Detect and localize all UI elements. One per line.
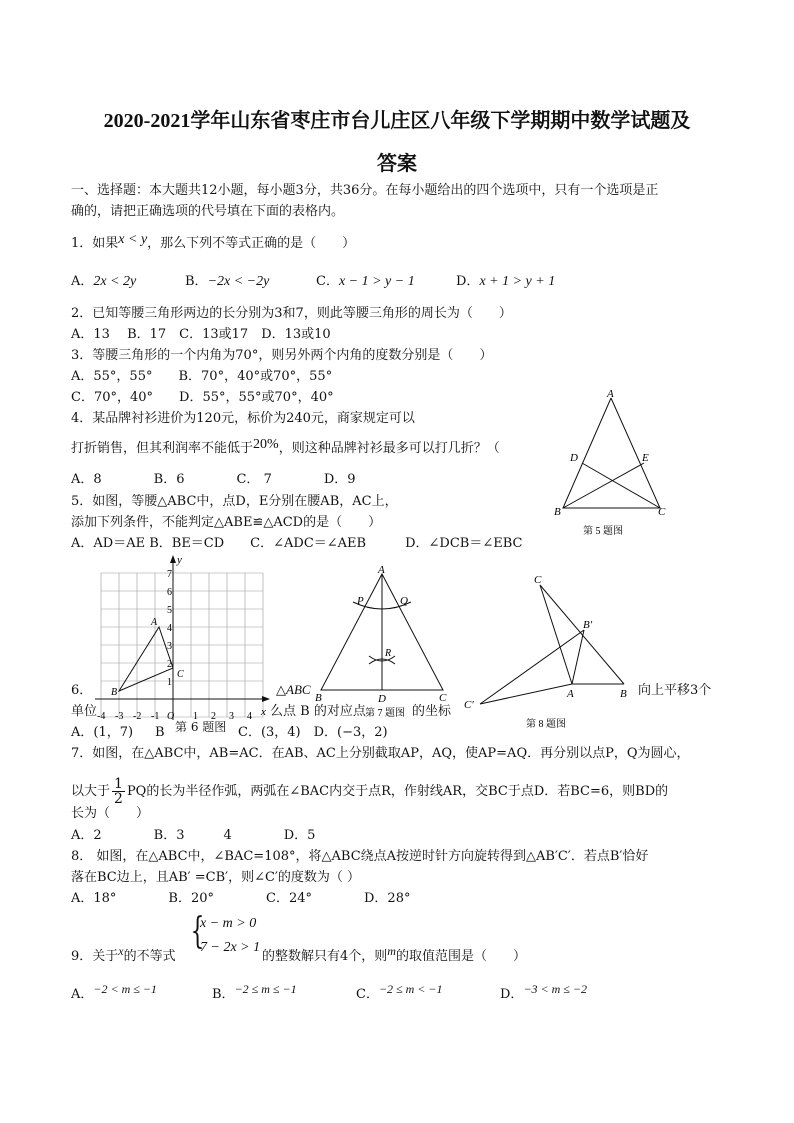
- q7-label-p: P: [357, 595, 364, 607]
- q5-label-a: A: [607, 388, 614, 400]
- q5-label-b: B: [554, 506, 561, 518]
- q6-axis-y: y: [177, 554, 182, 566]
- q7-stem-1: 7．如图，在△ABC中，AB=AC．在AB、AC上分别截取AP，AQ，使AP=AQ．再分别以点P，Q为圆心，: [71, 746, 690, 761]
- q7-label-a: A: [378, 564, 385, 576]
- q9-stem: 9．关于x的不等式: [71, 944, 176, 964]
- q4-options: A．8 B．6 C． 7 D．9: [71, 472, 356, 487]
- page-title: 2020-2021学年山东省枣庄市台儿庄区八年级下学期期中数学试题及: [103, 110, 691, 132]
- q6-xtick: 1: [193, 711, 198, 722]
- q7-label-d: D: [378, 693, 386, 705]
- q1-option-d: D．x + 1 > y + 1: [456, 274, 556, 289]
- q5-label-e: E: [642, 452, 649, 464]
- q8-caption: 第 8 题图: [526, 719, 566, 730]
- q9-option-b: B．−2 ≤ m ≤ −1: [212, 982, 297, 1002]
- q7-caption: 第 7 题图: [365, 708, 405, 719]
- q7-label-q: Q: [400, 595, 408, 607]
- q5-figure: [550, 388, 680, 538]
- q6-xtick: -2: [133, 711, 142, 722]
- q7-stem-2: 以大于 $\frac{1}{2}$ PQ的长为半径作弧，两弧在∠BAC内交于点R，作射线AR，交BC于点D．若BC=6，则BD的: [71, 776, 669, 807]
- q8-stem-1: 8． 如图，在△ABC中，∠BAC=108°，将△ABC绕点A按逆时针方向旋转得到△AB′C′．若点B′恰好: [71, 849, 649, 864]
- q6-stem-mid: 么点 B 的对应点: [270, 704, 366, 719]
- q2-stem: 2．已知等腰三角形两边的长分别为3和7，则此等腰三角形的周长为（ ）: [71, 306, 512, 321]
- section-instructions-line2: 确的，请把正确选项的代号填在下面的表格内。: [71, 204, 345, 219]
- q6-option-b: B: [155, 725, 165, 740]
- q6-ytick: 5: [167, 605, 172, 616]
- q9-option-a: A．−2 < m ≤ −1: [71, 982, 157, 1002]
- q5-stem-2: 添加下列条件，不能判定△ABE≌△ACD的是（ ）: [71, 515, 382, 530]
- q6-xtick: O: [167, 711, 175, 722]
- q3-stem: 3．等腰三角形的一个内角为70°，则另外两个内角的度数分别是（ ）: [71, 348, 493, 363]
- q6-xtick: 4: [247, 711, 252, 722]
- q1-option-c: C．x − 1 > y − 1: [316, 274, 415, 289]
- fraction-half: $\frac{1}{2}$: [114, 776, 123, 807]
- q7-figure: [305, 560, 455, 720]
- q1-options: A．2x < 2y: [71, 274, 137, 289]
- q8-label-c-prime: C′: [464, 699, 474, 711]
- q6-label-a: A: [151, 617, 158, 628]
- q8-figure: [458, 570, 638, 730]
- q8-stem-2: 落在BC边上，且AB′ =CB′，则∠C′的度数为（ ）: [71, 870, 361, 885]
- q8-options: A．18° B．20° C．24° D．28°: [71, 891, 411, 906]
- q5-caption: 第 5 题图: [583, 526, 623, 537]
- q6-triangle: △ABC: [276, 682, 311, 697]
- q7-label-r: R: [385, 648, 392, 659]
- q5-label-c: C: [658, 506, 666, 518]
- q6-xtick: 2: [211, 711, 216, 722]
- q8-label-a: A: [567, 688, 574, 700]
- q6-ytick: 1: [167, 677, 172, 688]
- q6-ytick: 2: [167, 659, 172, 670]
- q9-system-line-2: 7 − 2x > 1: [200, 940, 261, 955]
- q7-label-b: B: [315, 692, 322, 704]
- q6-label-b: B: [111, 687, 118, 698]
- q5-label-d: D: [570, 452, 578, 464]
- q9-option-d: D．−3 < m ≤ −2: [500, 982, 587, 1002]
- q6-stem-mid3: 的坐标: [412, 704, 452, 719]
- q5-stem-1: 5．如图，等腰△ABC中，点D，E分别在腰AB，AC上，: [71, 494, 398, 509]
- q6-ytick: 4: [167, 623, 172, 634]
- q3-options-1: A．55°，55° B．70°，40°或70°，55°: [71, 369, 333, 384]
- section-instructions: 一、选择题：本大题共12小题，每小题3分，共36分。在每小题给出的四个选项中，只有一个选项是正: [71, 183, 659, 198]
- q5-options: A．AD＝AE B．BE＝CD C．∠ADC＝∠AEB D．∠DCB＝∠EBC: [71, 536, 523, 551]
- q6-xtick: -3: [115, 711, 124, 722]
- q6-xtick: -1: [151, 711, 160, 722]
- q6-option-a: A．(1，7): [71, 725, 134, 740]
- q7-stem-3: 长为（ ）: [71, 806, 150, 821]
- q6-xtick: 3: [229, 711, 234, 722]
- q6-ytick: 3: [167, 641, 172, 652]
- q8-label-b: B: [620, 688, 627, 700]
- q6-stem-end: 向上平移3个: [638, 683, 712, 698]
- q3-options-2: C．70°，40° D．55°，55°或70°，40°: [71, 390, 334, 405]
- q6-label-c: C: [177, 669, 184, 680]
- q7-options: A．2 B．3 4 D．5: [71, 828, 316, 843]
- q8-label-b-prime: B′: [583, 619, 593, 631]
- q2-options: A．13 B．17 C．13或17 D．13或10: [71, 327, 331, 342]
- q4-stem-2: 打折销售，但其利润率不能低于20%，则这种品牌衬衫最多可以打几折？（: [71, 437, 500, 456]
- q6-ytick: 6: [167, 587, 172, 598]
- system-brace: {: [190, 911, 205, 952]
- q6-options-cd: C．(3，4) D．(−3，2): [238, 725, 388, 740]
- q6-stem-unit: 单位: [71, 704, 98, 719]
- q6-xtick: -4: [97, 711, 106, 722]
- page-title-line2: 答案: [377, 153, 417, 175]
- q6-figure: [95, 555, 270, 735]
- q9-option-c: C．−2 ≤ m < −1: [356, 982, 443, 1002]
- q4-stem-1: 4．某品牌衬衫进价为120元，标价为240元，商家规定可以: [71, 411, 415, 426]
- q6-axis-x: x: [261, 706, 266, 718]
- q1-stem: 1．如果x < y，那么下列不等式正确的是（ ）: [71, 232, 356, 251]
- q1-option-b: B．−2x < −2y: [185, 274, 270, 289]
- q6-stem-start: 6．: [71, 683, 93, 698]
- q6-ytick: 7: [167, 569, 172, 580]
- q7-label-c: C: [439, 692, 447, 704]
- q9-system-line-1: x − m > 0: [200, 916, 257, 931]
- q6-caption: 第 6 题图: [175, 720, 227, 734]
- q9-stem-cont: 的整数解只有4个，则m的取值范围是（ ）: [262, 944, 526, 964]
- q8-label-c: C: [534, 574, 542, 586]
